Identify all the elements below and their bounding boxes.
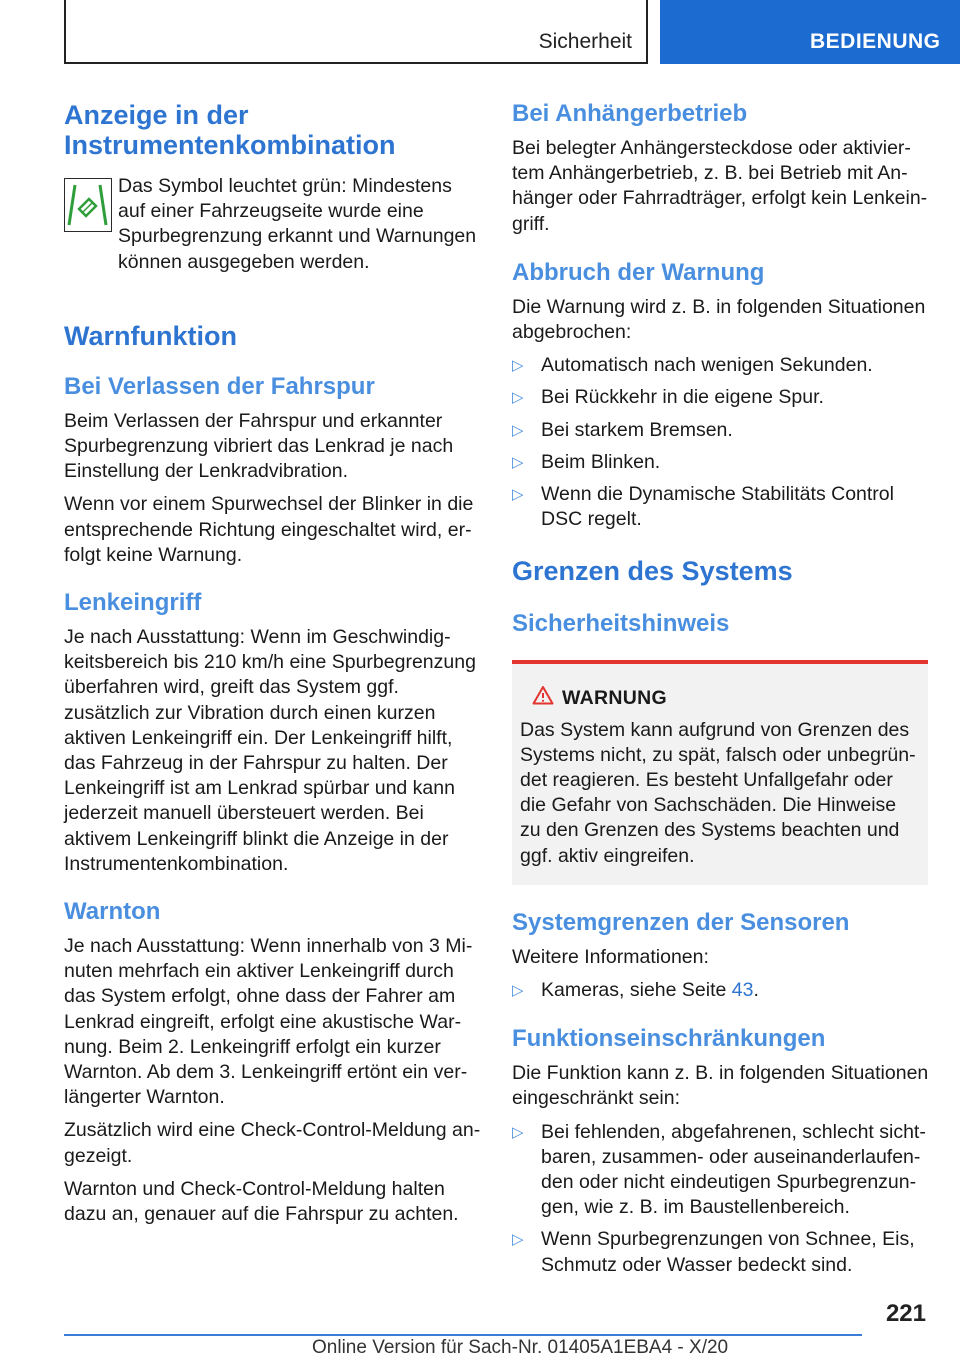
list-item: ▷ Automatisch nach wenigen Sekunden. bbox=[512, 353, 930, 378]
bullet-icon: ▷ bbox=[512, 421, 524, 439]
list-item: ▷ Wenn Spurbegrenzungen von Schnee, Eis, Schmutz oder Wasser bedeckt sind. bbox=[512, 1228, 915, 1276]
heading-sensoren: Systemgrenzen der Sensoren bbox=[512, 908, 850, 936]
heading-abbruch: Abbruch der Warnung bbox=[512, 258, 765, 286]
bullet-icon: ▷ bbox=[512, 357, 524, 375]
heading-sicherheitshinweis: Sicherheitshinweis bbox=[512, 610, 730, 638]
anzeige-text: Das Symbol leuchtet grün: Mindestens auf einer Fahrzeugseite wurde eine Spurbegrenzung erkannt und Warnungen können ausgegeben werden. bbox=[118, 175, 477, 273]
footer-online-version: Online Version für Sach-Nr. 01405A1EBA4 - X/20 bbox=[312, 1337, 729, 1358]
header-tab-label: BEDIENUNG bbox=[810, 30, 941, 53]
bullet-icon: ▷ bbox=[512, 982, 524, 1000]
list-item: ▷ Beim Blinken. bbox=[512, 450, 930, 475]
left-column bbox=[64, 100, 482, 1227]
list-item: ▷ Bei starkem Bremsen. bbox=[512, 418, 930, 443]
funktion-list bbox=[512, 1120, 930, 1278]
verlassen-text-2: Wenn vor einem Spurwechsel der Blinker in die entsprechende Richtung eingeschaltet wird, erfolgt keine Warnung. bbox=[64, 493, 474, 566]
header-section-box bbox=[64, 0, 648, 64]
warnton-text-3: Warnton und Check-Control-Meldung halten dazu an, genauer auf die Fahrspur zu achten. bbox=[64, 1177, 459, 1226]
heading-anzeige: Anzeige in der Instrumentenkombination bbox=[64, 100, 396, 160]
sensoren-text: Weitere Informationen: bbox=[512, 945, 709, 968]
abbruch-list bbox=[512, 353, 930, 532]
warnton-text-1: Je nach Ausstattung: Wenn innerhalb von 3 Minuten mehrfach ein aktiver Lenkeingriff durch das System erfolgt, ohne dass der Fahrer am Lenkrad eingreift, erfolgt eine akustische Warnung. Beim 2. Lenkeingriff erfolgt ein kurzer Warnton. Ab dem 3. Lenkeingriff ertönt ein verlängerter Warnton. bbox=[64, 935, 473, 1109]
warning-text: Das System kann aufgrund von Grenzen des Systems nicht, zu spät, falsch oder unbegründet reagieren. Es besteht Unfallgefahr oder die Gefahr von Sachschäden. Die Hinweise zu den Grenzen des Systems beachten und ggf. aktiv eingreifen. bbox=[520, 718, 916, 867]
bullet-icon: ▷ bbox=[512, 486, 524, 504]
heading-funktion: Funktionseinschränkungen bbox=[512, 1025, 826, 1053]
heading-anhaenger: Bei Anhängerbetrieb bbox=[512, 100, 748, 127]
heading-verlassen: Bei Verlassen der Fahrspur bbox=[64, 372, 375, 400]
warning-box bbox=[512, 660, 928, 884]
list-item: ▷ Bei Rückkehr in die eigene Spur. bbox=[512, 385, 930, 410]
anzeige-block bbox=[64, 174, 482, 275]
page-link-43[interactable]: 43 bbox=[731, 979, 754, 1002]
warning-title: WARNUNG bbox=[520, 686, 920, 711]
heading-grenzen: Grenzen des Systems bbox=[512, 556, 793, 587]
right-column bbox=[512, 100, 930, 1278]
sensoren-list bbox=[512, 978, 930, 1003]
header-section-label: Sicherheit bbox=[538, 30, 632, 53]
lane-departure-icon bbox=[64, 178, 112, 232]
funktion-text: Die Funktion kann z. B. in folgenden Situationen eingeschränkt sein: bbox=[512, 1062, 929, 1110]
bullet-icon: ▷ bbox=[512, 1231, 524, 1249]
bullet-icon: ▷ bbox=[512, 1123, 524, 1141]
list-item: ▷ Kameras, siehe Seite 43. bbox=[512, 978, 930, 1003]
abbruch-text: Die Warnung wird z. B. in folgenden Situationen abgebrochen: bbox=[512, 295, 926, 344]
anhaenger-text: Bei belegter Anhängersteckdose oder aktiviertem Anhängerbetrieb, z. B. bei Betrieb mit Anhänger oder Fahrradträger, erfolgt kein Lenkeingriff. bbox=[512, 137, 928, 235]
list-item: ▷ Wenn die Dynamische Stabilitäts Control DSC regelt. bbox=[512, 483, 894, 531]
bullet-icon: ▷ bbox=[512, 453, 524, 471]
verlassen-text-1: Beim Verlassen der Fahrspur und erkannter Spurbegrenzung vibriert das Lenkrad je nach Einstellung der Lenkradvibration. bbox=[64, 409, 454, 483]
heading-warnfunktion: Warnfunktion bbox=[64, 320, 237, 351]
page-number: 221 bbox=[885, 1300, 926, 1327]
warnton-text-2: Zusätzlich wird eine Check-Control-Meldung angezeigt. bbox=[64, 1119, 481, 1167]
lenkeingriff-text: Je nach Ausstattung: Wenn im Geschwindigkeitsbereich bis 210 km/h eine Spurbegrenzung überfahren wird, greift das System ggf. zusätzlich zur Vibration durch einen kurzen aktiven Lenkeingriff ein. Der Lenkeingriff hilft, das Fahrzeug in der Fahrspur zu halten. Der Lenkeingriff ist am Lenkrad spürbar und kann jederzeit manuell übersteuert werden. Bei aktivem Lenkeingriff blinkt die Anzeige in der Instrumentenkombination. bbox=[64, 626, 476, 875]
warning-triangle-icon bbox=[532, 685, 554, 705]
list-item: ▷ Bei fehlenden, abgefahrenen, schlecht sichtbaren, zusammen- oder auseinanderlaufenden oder nicht eindeutigen Spurbegrenzungen, wie z. B. im Baustellenbereich. bbox=[512, 1120, 926, 1219]
heading-lenkeingriff: Lenkeingriff bbox=[64, 589, 202, 617]
header-chapter-tab bbox=[660, 0, 960, 64]
heading-warnton: Warnton bbox=[64, 898, 161, 926]
footer-divider bbox=[64, 1334, 862, 1336]
bullet-icon: ▷ bbox=[512, 389, 524, 407]
